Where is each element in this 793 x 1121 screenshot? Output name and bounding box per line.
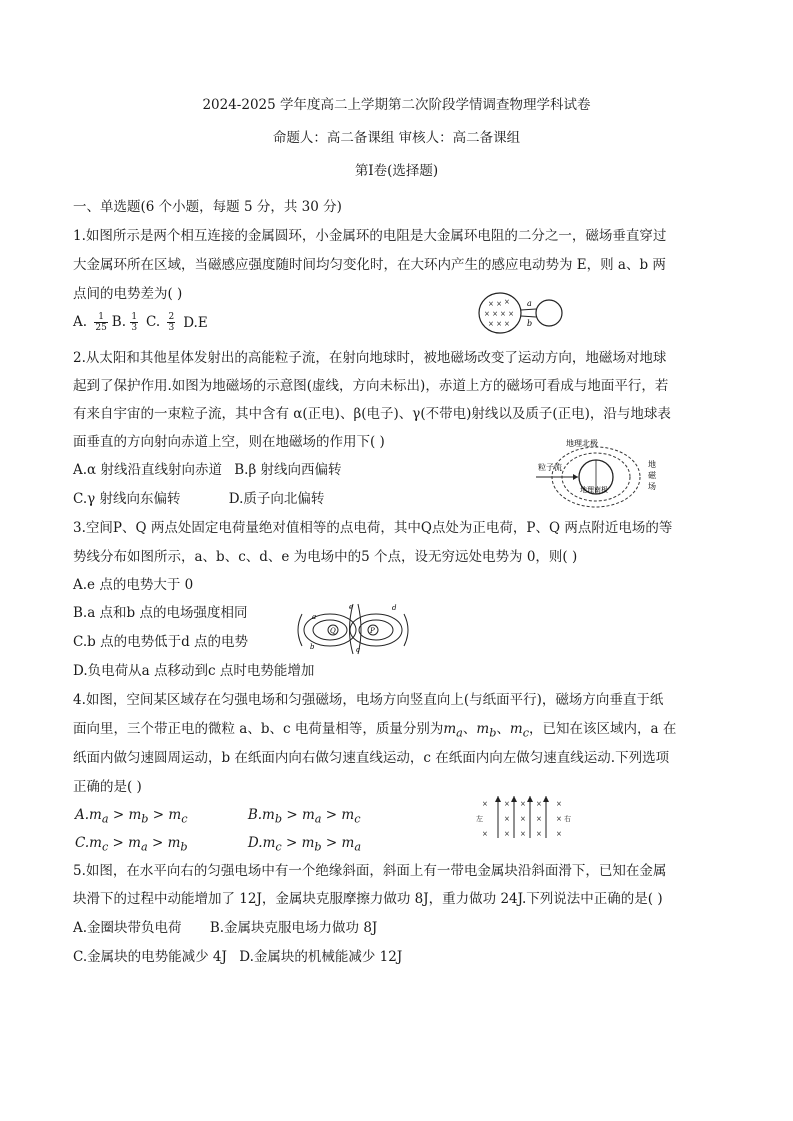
q1-c-denominator: 3 — [168, 323, 175, 333]
svg-text:×: × — [520, 830, 526, 838]
q2-line-3: 有来自宇宙的一束粒子流，其中含有 α(正电)、β(电子)、γ(不带电)射线以及质子(正电)，沿与地球表 — [73, 406, 671, 422]
q2-option-b[interactable]: B.β 射线向西偏转 — [234, 462, 342, 478]
svg-text:×: × — [504, 800, 510, 808]
svg-text:×: × — [536, 830, 542, 838]
svg-text:× ×: × × — [500, 310, 514, 318]
q4-options-row-2 — [75, 834, 361, 857]
q3-equipotential-figure — [296, 600, 414, 656]
q2-label-particles: 粒子流 — [538, 463, 562, 472]
q4-mass-a: $m_a$ — [443, 721, 463, 740]
q2-line-1: 2.从太阳和其他星体发射出的高能粒子流，在射向地球时，被地磁场改变了运动方向，地磁场对地球 — [73, 350, 667, 366]
q3-option-d[interactable]: D.负电荷从a 点移动到c 点时电势能增加 — [73, 663, 315, 679]
svg-text:×: × — [504, 320, 510, 328]
q5-option-a[interactable]: A.金圈块带负电荷 — [73, 920, 182, 936]
q2-option-d[interactable]: D.质子向北偏转 — [228, 491, 325, 507]
q5-options-row-1 — [73, 919, 377, 937]
svg-text:×: × — [482, 800, 488, 808]
svg-text:×: × — [556, 815, 562, 823]
q5-line-1: 5.如图，在水平向右的匀强电场中有一个绝缘斜面，斜面上有一带电金属块沿斜面滑下，已知在金属 — [73, 863, 667, 879]
q2-options-row-2 — [73, 490, 324, 508]
q4-label-left: 左 — [476, 815, 483, 823]
q1-a-denominator: 25 — [95, 323, 107, 333]
svg-text:×: × — [482, 830, 488, 838]
q4-label-right: 右 — [564, 815, 571, 823]
q3-line-2: 势线分布如图所示，a、b、c、d、e 为电场中的5 个点，设无穷远处电势为 0，则( ) — [73, 549, 578, 565]
svg-text:×: × — [536, 815, 542, 823]
q1-option-d[interactable]: D.E — [183, 314, 208, 331]
q1-label-b: b — [527, 319, 533, 328]
svg-text:× ×: × × — [484, 310, 498, 318]
section-heading: 一、单选题(6 个小题，每题 5 分，共 30 分) — [73, 199, 342, 215]
q4-line-4: 正确的是( ) — [73, 779, 142, 795]
q3-option-a[interactable]: A.e 点的电势大于 0 — [73, 577, 194, 593]
q3-label-d: d — [392, 604, 397, 612]
q3-option-b[interactable]: B.a 点和b 点的电场强度相同 — [73, 605, 248, 621]
q5-option-c[interactable]: C.金属块的电势能减少 4J — [73, 949, 227, 965]
q3-option-c[interactable]: C.b 点的电势低于d 点的电势 — [73, 634, 249, 650]
q1-label-a: a — [527, 299, 532, 308]
q2-option-a[interactable]: A.α 射线沿直线射向赤道 — [73, 462, 222, 478]
svg-text:× ×: × × — [488, 320, 502, 328]
q4-option-c[interactable]: $C.m_c > m_a > m_b$ — [75, 835, 188, 854]
q2-label-di: 地 — [648, 460, 656, 469]
svg-text:×: × — [556, 800, 562, 808]
q3-label-Q: Q — [330, 627, 336, 635]
q4-mass-c: $m_c$ — [509, 721, 530, 740]
volume-title: 第Ⅰ卷(选择题) — [354, 163, 439, 179]
svg-text:×: × — [520, 800, 526, 808]
q1-ring-figure — [476, 289, 568, 339]
q3-line-1: 3.空间P、Q 两点处固定电荷量绝对值相等的点电荷，其中Q点处为正电荷，P、Q 两点附近电场的等 — [73, 520, 673, 536]
q1-option-b[interactable]: B. $\frac{1}{3}$ — [111, 312, 138, 333]
q1-line-1: 1.如图所示是两个相互连接的金属圆环，小金属环的电阻是大金属环电阻的二分之一，磁场垂直穿过 — [73, 228, 667, 244]
svg-text:×: × — [536, 800, 542, 808]
q2-label-south: 地理南极 — [580, 486, 608, 494]
q4-options-row-1 — [75, 806, 361, 829]
q2-label-chang: 场 — [648, 482, 656, 491]
q1-line-3: 点间的电势差为( ) — [73, 286, 183, 302]
q2-geomagnetic-figure — [532, 437, 660, 515]
q3-label-c: c — [356, 646, 360, 654]
q1-option-a[interactable]: A. $\frac{1}{25}$ — [73, 312, 107, 333]
svg-text:× ×: × × — [488, 300, 502, 308]
q2-line-2: 起到了保护作用.如图为地磁场的示意图(虚线，方向未标出)，赤道上方的磁场可看成与地面平行，若 — [73, 378, 669, 394]
q3-label-a: a — [312, 613, 317, 621]
q4-line-3: 纸面内做匀速圆周运动，b 在纸面内向右做匀速直线运动，c 在纸面内向左做匀速直线运动.下列选项 — [73, 750, 670, 766]
q5-options-row-2 — [73, 948, 402, 966]
q2-option-c[interactable]: C.γ 射线向东偏转 — [73, 491, 181, 507]
q3-label-e: e — [349, 603, 354, 611]
q2-line-4: 面垂直的方向射向赤道上空，则在地磁场的作用下( ) — [73, 434, 385, 450]
svg-text:×: × — [556, 830, 562, 838]
q3-label-P: P — [370, 627, 375, 635]
svg-text:×: × — [504, 815, 510, 823]
q5-option-b[interactable]: B.金属块克服电场力做功 8J — [209, 920, 378, 936]
svg-text:×: × — [520, 815, 526, 823]
q1-b-numerator: 1 — [131, 312, 138, 322]
q2-label-north: 地理北极 — [566, 439, 598, 448]
q5-line-2: 块滑下的过程中动能增加了 12J，金属块克服摩擦力做功 8J，重力做功 24J.下列说法中正确的是( ) — [73, 891, 663, 907]
q4-option-a[interactable]: $A.m_a > m_b > m_c$ — [75, 807, 188, 826]
q1-line-2: 大金属环所在区域，当磁感应强度随时间均匀变化时，在大环内产生的感应电动势为 E，则 a、b 两 — [73, 257, 666, 273]
q2-label-ci: 磁 — [648, 471, 656, 480]
q4-line-2: 面向里，三个带正电的微粒 a、b、c 电荷量相等，质量分别为$m_a$、$m_b$、$m_c$，已知在该区域内，a 在 — [73, 721, 677, 740]
q4-option-d[interactable]: $D.m_c > m_b > m_a$ — [247, 835, 362, 854]
q1-option-c[interactable]: C. $\frac{2}{3}$ — [146, 312, 175, 333]
q4-option-b[interactable]: $B.m_b > m_a > m_c$ — [247, 807, 361, 826]
exam-authors: 命题人：高二备课组 审核人：高二备课组 — [272, 130, 521, 146]
exam-title: 2024-2025 学年度高二上学期第二次阶段学情调查物理学科试卷 — [202, 97, 591, 113]
q3-label-b: b — [310, 643, 315, 651]
q2-options-row-1 — [73, 461, 342, 479]
q4-line-1: 4.如图，空间某区域存在匀强电场和匀强磁场，电场方向竖直向上(与纸面平行)，磁场方向垂直于纸 — [73, 692, 664, 708]
q1-c-numerator: 2 — [168, 312, 175, 322]
q1-b-denominator: 3 — [131, 323, 138, 333]
svg-text:×: × — [504, 830, 510, 838]
q4-field-figure — [476, 794, 576, 840]
svg-text:×: × — [504, 298, 510, 306]
q1-a-numerator: 1 — [98, 312, 104, 322]
q1-options — [73, 312, 208, 333]
q4-mass-b: $m_b$ — [476, 721, 497, 740]
q5-option-d[interactable]: D.金属块的机械能减少 12J — [239, 949, 403, 965]
